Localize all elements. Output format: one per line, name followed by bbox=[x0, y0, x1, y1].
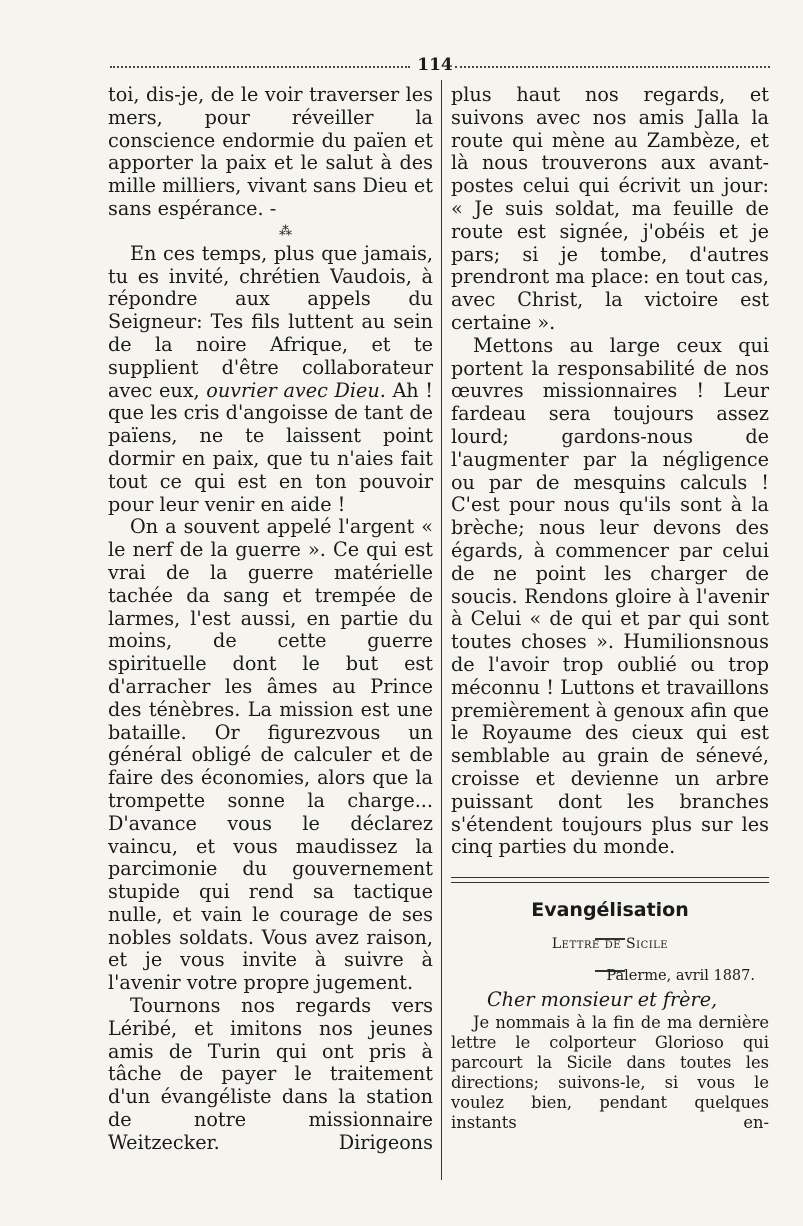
left-column bbox=[108, 84, 433, 1155]
italic-phrase: ouvrier avec Dieu. bbox=[206, 378, 386, 402]
greeting: Cher monsieur et frère, bbox=[487, 988, 718, 1012]
section-divider bbox=[451, 877, 769, 883]
asterism-separator: ⁂ bbox=[279, 223, 292, 239]
section-title: Evangélisation bbox=[531, 899, 689, 922]
paragraph: toi, dis-je, de le voir traverser les mers, pour réveiller la conscience endormie du païen et apporter la paix et le salut à des mille milliers, vivant sans Dieu et sans espérance. - bbox=[108, 83, 433, 220]
section-subtitle: Lettre de Sicile bbox=[551, 936, 669, 953]
header-rule-left bbox=[110, 66, 410, 68]
paragraph: En ces temps, plus que jamais, tu es invité, chrétien Vaudois, à répondre aux appels du Seigneur: Tes fils luttent au sein de la noire Afrique, et te supplient d'être collaborateur avec eux, ouvrier avec Dieu. Ah ! que les cris d'angoisse de tant de païens, ne te laissent point dormir en paix, que tu n'aies fait tout ce qui est en ton pouvoir pour leur venir en aide ! bbox=[108, 241, 433, 516]
paragraph: Je nommais à la fin de ma dernière lettre le colporteur Glorioso qui parcourt la Sicile dans toutes les directions; suivons-le, si vous le voulez bien, pendant quelques instants en- bbox=[451, 1013, 769, 1133]
paragraph: On a souvent appelé l'argent « le nerf de la guerre ». Ce qui est vrai de la guerre matérielle tachée da sang et trempée de larmes, l'est aussi, en partie du moins, de cette guerre spirituelle dont le but est d'arracher les âmes au Prince des ténèbres. La mission est une bataille. Or figurezvous un général obligé de calculer et de faire des économies, alors que la trompette sonne la charge... D'avance vous le déclarez vaincu, et vous maudissez la parcimonie du gouvernement stupide qui rend sa tactique nulle, et vain le courage de ses nobles soldats. Vous avez raison, et je vous invite à suivre à l'avenir votre propre jugement. bbox=[108, 515, 433, 995]
right-column bbox=[451, 84, 769, 1133]
paragraph: Mettons au large ceux qui portent la responsabilité de nos œuvres missionnaires ! Leur fardeau sera toujours assez lourd; gardons-nous de l'augmenter par la négligence ou par de mesquins calculs ! C'est pour nous qu'ils sont à la brèche; nous leur devons des égards, à commencer par celui de ne point les charger de soucis. Rendons gloire à l'avenir à Celui « de qui et par qui sont toutes choses ». Humilionsnous de l'avoir trop oublié ou trop méconnu ! Luttons et travaillons premièrement à genoux afin que le Royaume des cieux qui est semblable au grain de sénevé, croisse et devienne un arbre puissant dont les branches s'étendent toujours plus sur les cinq parties du monde. bbox=[451, 333, 769, 859]
page-number: 114 bbox=[417, 55, 453, 75]
column-divider bbox=[441, 80, 442, 1180]
paragraph: Tournons nos regards vers Léribé, et imitons nos jeunes amis de Turin qui ont pris à tâche de payer le traitement d'un évangéliste dans la station de notre missionnaire Weitzecker. Dirigeons bbox=[108, 994, 433, 1154]
subtitle-dash bbox=[451, 955, 769, 965]
page-header bbox=[110, 55, 770, 77]
paragraph: plus haut nos regards, et suivons avec nos amis Jalla la route qui mène au Zambèze, et là nous trouverons aux avant-postes celui qui écrivit un jour: « Je suis soldat, ma feuille de route est signée, j'obéis et je pars; si je tombe, d'autres prendront ma place: en tout cas, avec Christ, la victoire est certaine ». bbox=[451, 83, 769, 334]
title-dash bbox=[451, 923, 769, 933]
dateline: Palerme, avril 1887. bbox=[606, 968, 755, 985]
header-rule-right bbox=[455, 66, 770, 68]
